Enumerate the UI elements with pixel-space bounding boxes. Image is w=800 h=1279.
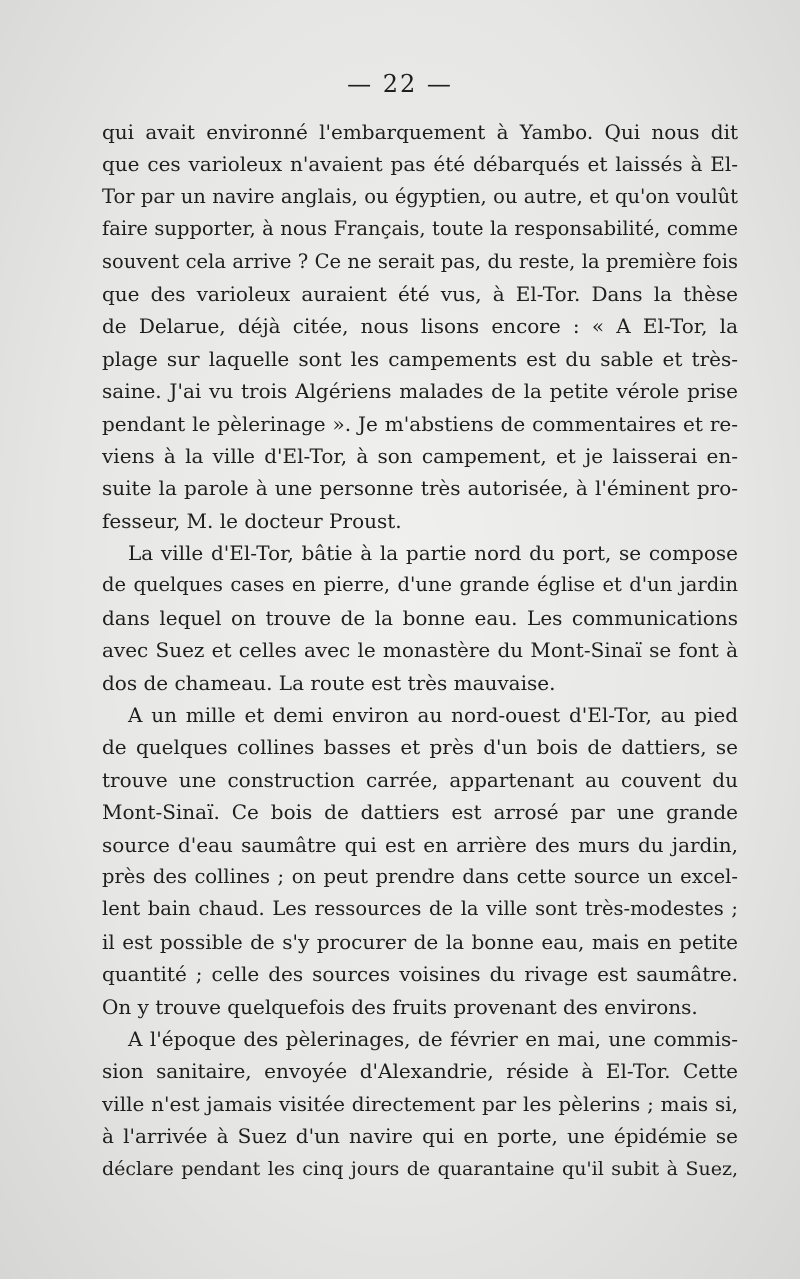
text-line: lent bain chaud. Les ressources de la ville sont très-modestes ; [102,897,738,921]
text-line: à l'arrivée à Suez d'un navire qui en porte, une épidémie se [102,1124,738,1149]
text-line: que des varioleux auraient été vus, à El-Tor. Dans la thèse [102,281,738,306]
body-text [102,116,738,1185]
text-line: plage sur laquelle sont les campements est du sable et très- [102,346,738,371]
text-line: dos de chameau. La route est très mauvaise. [102,670,556,695]
text-line: pendant le pèlerinage ». Je m'abstiens de commentaires et re- [102,411,738,436]
text-line: A un mille et demi environ au nord-ouest d'El-Tor, au pied [128,703,738,728]
text-line: qui avait environné l'embarquement à Yambo. Qui nous dit [102,120,738,144]
text-line: A l'époque des pèlerinages, de février en mai, une commis- [128,1026,738,1051]
page-number: — 22 — [347,70,453,98]
text-line: source d'eau saumâtre qui est en arrière des murs du jardin, [102,832,738,857]
text-line: La ville d'El-Tor, bâtie à la partie nord du port, se compose [128,541,738,566]
text-line: sion sanitaire, envoyée d'Alexandrie, réside à El-Tor. Cette [102,1059,738,1084]
text-line: que ces varioleux n'avaient pas été débarqués et laissés à El- [102,152,738,177]
text-line: Mont-Sinaï. Ce bois de dattiers est arrosé par une grande [102,800,738,825]
text-line: viens à la ville d'El-Tor, à son campement, et je laisserai en- [102,443,738,468]
text-line: avec Suez et celles avec le monastère du Mont-Sinaï se font à [102,638,738,663]
text-line: On y trouve quelquefois des fruits provenant des environs. [102,994,698,1019]
text-line: de quelques cases en pierre, d'une grande église et d'un jardin [102,573,738,597]
text-line: quantité ; celle des sources voisines du rivage est saumâtre. [102,962,738,987]
text-line: il est possible de s'y procurer de la bonne eau, mais en petite [102,929,738,954]
text-line: près des collines ; on peut prendre dans cette source un excel- [102,864,738,888]
text-line: suite la parole à une personne très autorisée, à l'éminent pro- [102,476,738,501]
text-line: ville n'est jamais visitée directement par les pèlerins ; mais si, [102,1091,738,1116]
text-line: déclare pendant les cinq jours de quarantaine qu'il subit à Suez, [102,1157,738,1180]
text-line: fesseur, M. le docteur Proust. [102,508,402,533]
text-line: de quelques collines basses et près d'un bois de dattiers, se [102,735,738,760]
text-line: saine. J'ai vu trois Algériens malades de la petite vérole prise [102,379,738,404]
text-line: souvent cela arrive ? Ce ne serait pas, du reste, la première fois [102,249,738,273]
text-line: Tor par un navire anglais, ou égyptien, ou autre, et qu'on voulût [102,184,738,208]
text-line: dans lequel on trouve de la bonne eau. Les communications [102,605,738,630]
text-line: de Delarue, déjà citée, nous lisons encore : « A El-Tor, la [102,314,738,339]
text-line: faire supporter, à nous Français, toute la responsabilité, comme [102,217,738,241]
text-line: trouve une construction carrée, appartenant au couvent du [102,767,738,792]
